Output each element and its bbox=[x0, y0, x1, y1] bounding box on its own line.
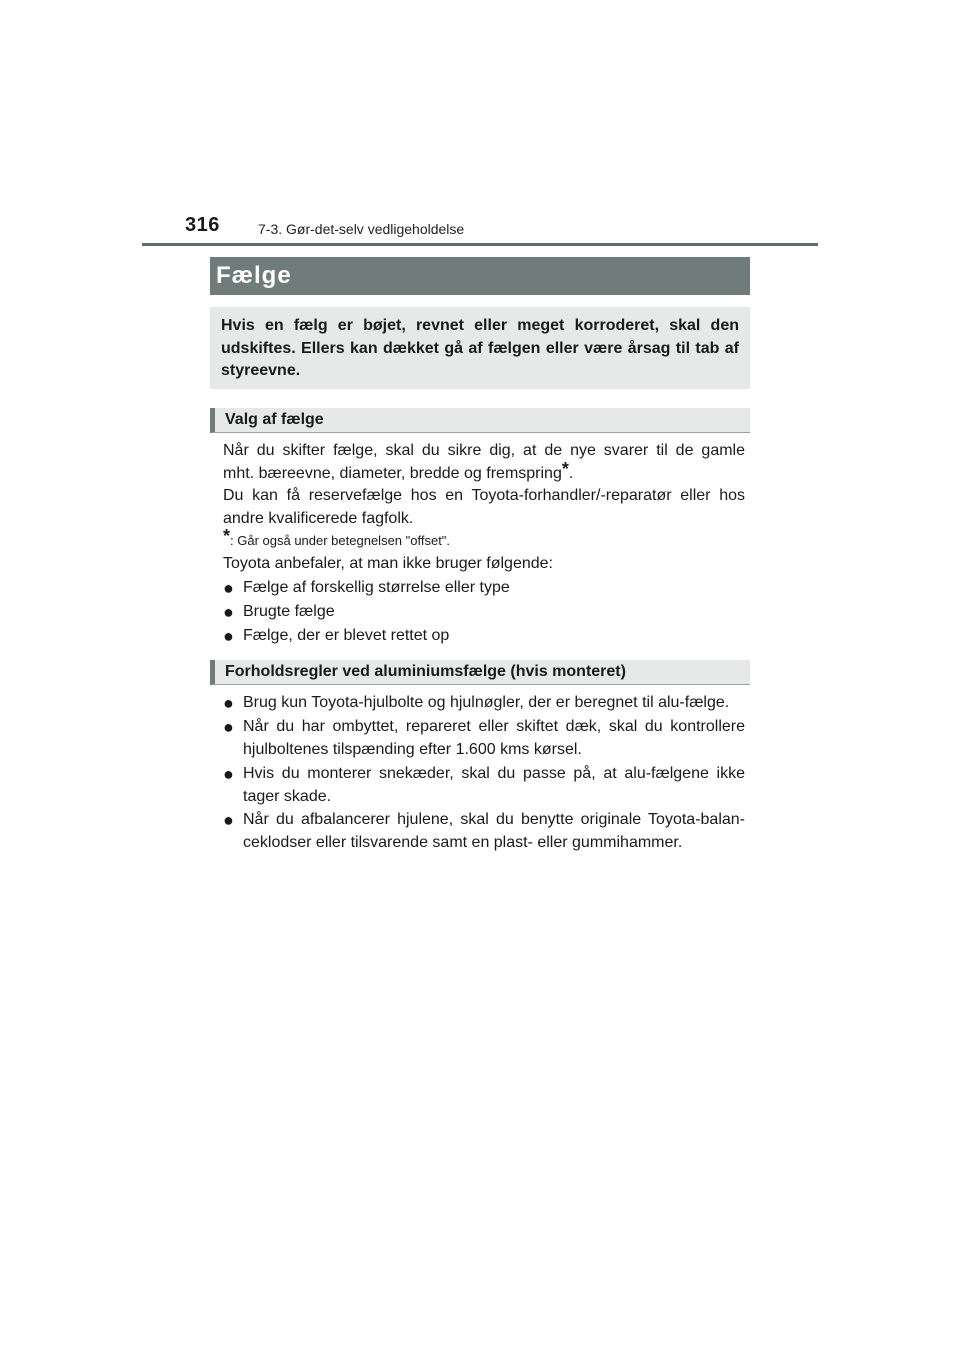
section1-body bbox=[223, 440, 745, 553]
list-item bbox=[223, 716, 745, 761]
list-item-text: Når du afbalancerer hjulene, skal du benytte originale Toyota-balan-ceklodser eller tilsvarende samt en plast- eller gummihammer. bbox=[243, 811, 745, 851]
list-item bbox=[223, 692, 745, 715]
page-number: 316 bbox=[185, 214, 220, 236]
list-item bbox=[223, 809, 745, 854]
footnote-asterisk: * bbox=[223, 526, 231, 546]
list-item-text: Fælge, der er blevet rettet op bbox=[243, 627, 450, 644]
list-item bbox=[223, 577, 745, 600]
list-item-text: Fælge af forskellig størrelse eller type bbox=[243, 579, 510, 596]
bullet-icon: ● bbox=[223, 717, 234, 737]
list-item-text: Brug kun Toyota-hjulbolte og hjulnøgler, der er beregnet til alu-fælge. bbox=[243, 694, 730, 711]
para2: Du kan få reservefælge hos en Toyota-forhandler/-reparatør eller hos andre kvalificerede fagfolk. bbox=[223, 487, 745, 527]
list-item bbox=[223, 763, 745, 808]
list-intro: Toyota anbefaler, at man ikke bruger følgende: bbox=[223, 555, 553, 572]
section-label: 7-3. Gør-det-selv vedligeholdelse bbox=[258, 221, 465, 237]
bullet-icon: ● bbox=[223, 810, 234, 830]
header-rule bbox=[142, 243, 818, 246]
list-item-text: Hvis du monterer snekæder, skal du passe på, at alu-fælgene ikke tager skade. bbox=[243, 765, 745, 805]
section-heading-aluminium: Forholdsregler ved aluminiumsfælge (hvis monteret) bbox=[210, 660, 750, 685]
list-item bbox=[223, 601, 745, 624]
asterisk-mark: * bbox=[561, 458, 569, 479]
footnote-text: : Går også under betegnelsen "offset". bbox=[230, 533, 451, 548]
para1-line1: Når du skifter fælge, skal du sikre dig, at de nye svarer til de gamle bbox=[223, 442, 745, 459]
list-item bbox=[223, 625, 745, 648]
section-heading-valg: Valg af fælge bbox=[210, 408, 750, 433]
intro-box: Hvis en fælg er bøjet, revnet eller meget korroderet, skal den udskiftes. Ellers kan dækket gå af fælgen eller være årsag til tab af styreevne. bbox=[210, 307, 750, 389]
bullet-icon: ● bbox=[223, 626, 234, 646]
para1-end: . bbox=[568, 464, 574, 482]
bullet-icon: ● bbox=[223, 693, 234, 713]
bullet-icon: ● bbox=[223, 764, 234, 784]
para1-line2-text: mht. bæreevne, diameter, bredde og fremspring bbox=[223, 464, 562, 482]
bullet-icon: ● bbox=[223, 602, 234, 622]
para1-line2 bbox=[223, 458, 745, 486]
footnote bbox=[223, 526, 745, 553]
bullet-icon: ● bbox=[223, 578, 234, 598]
list-item-text: Brugte fælge bbox=[243, 603, 335, 620]
page-title: Fælge bbox=[210, 257, 750, 295]
list-item-text: Når du har ombyttet, repareret eller skiftet dæk, skal du kontrollere hjulboltenes tilspænding efter 1.600 kms kørsel. bbox=[243, 718, 745, 758]
